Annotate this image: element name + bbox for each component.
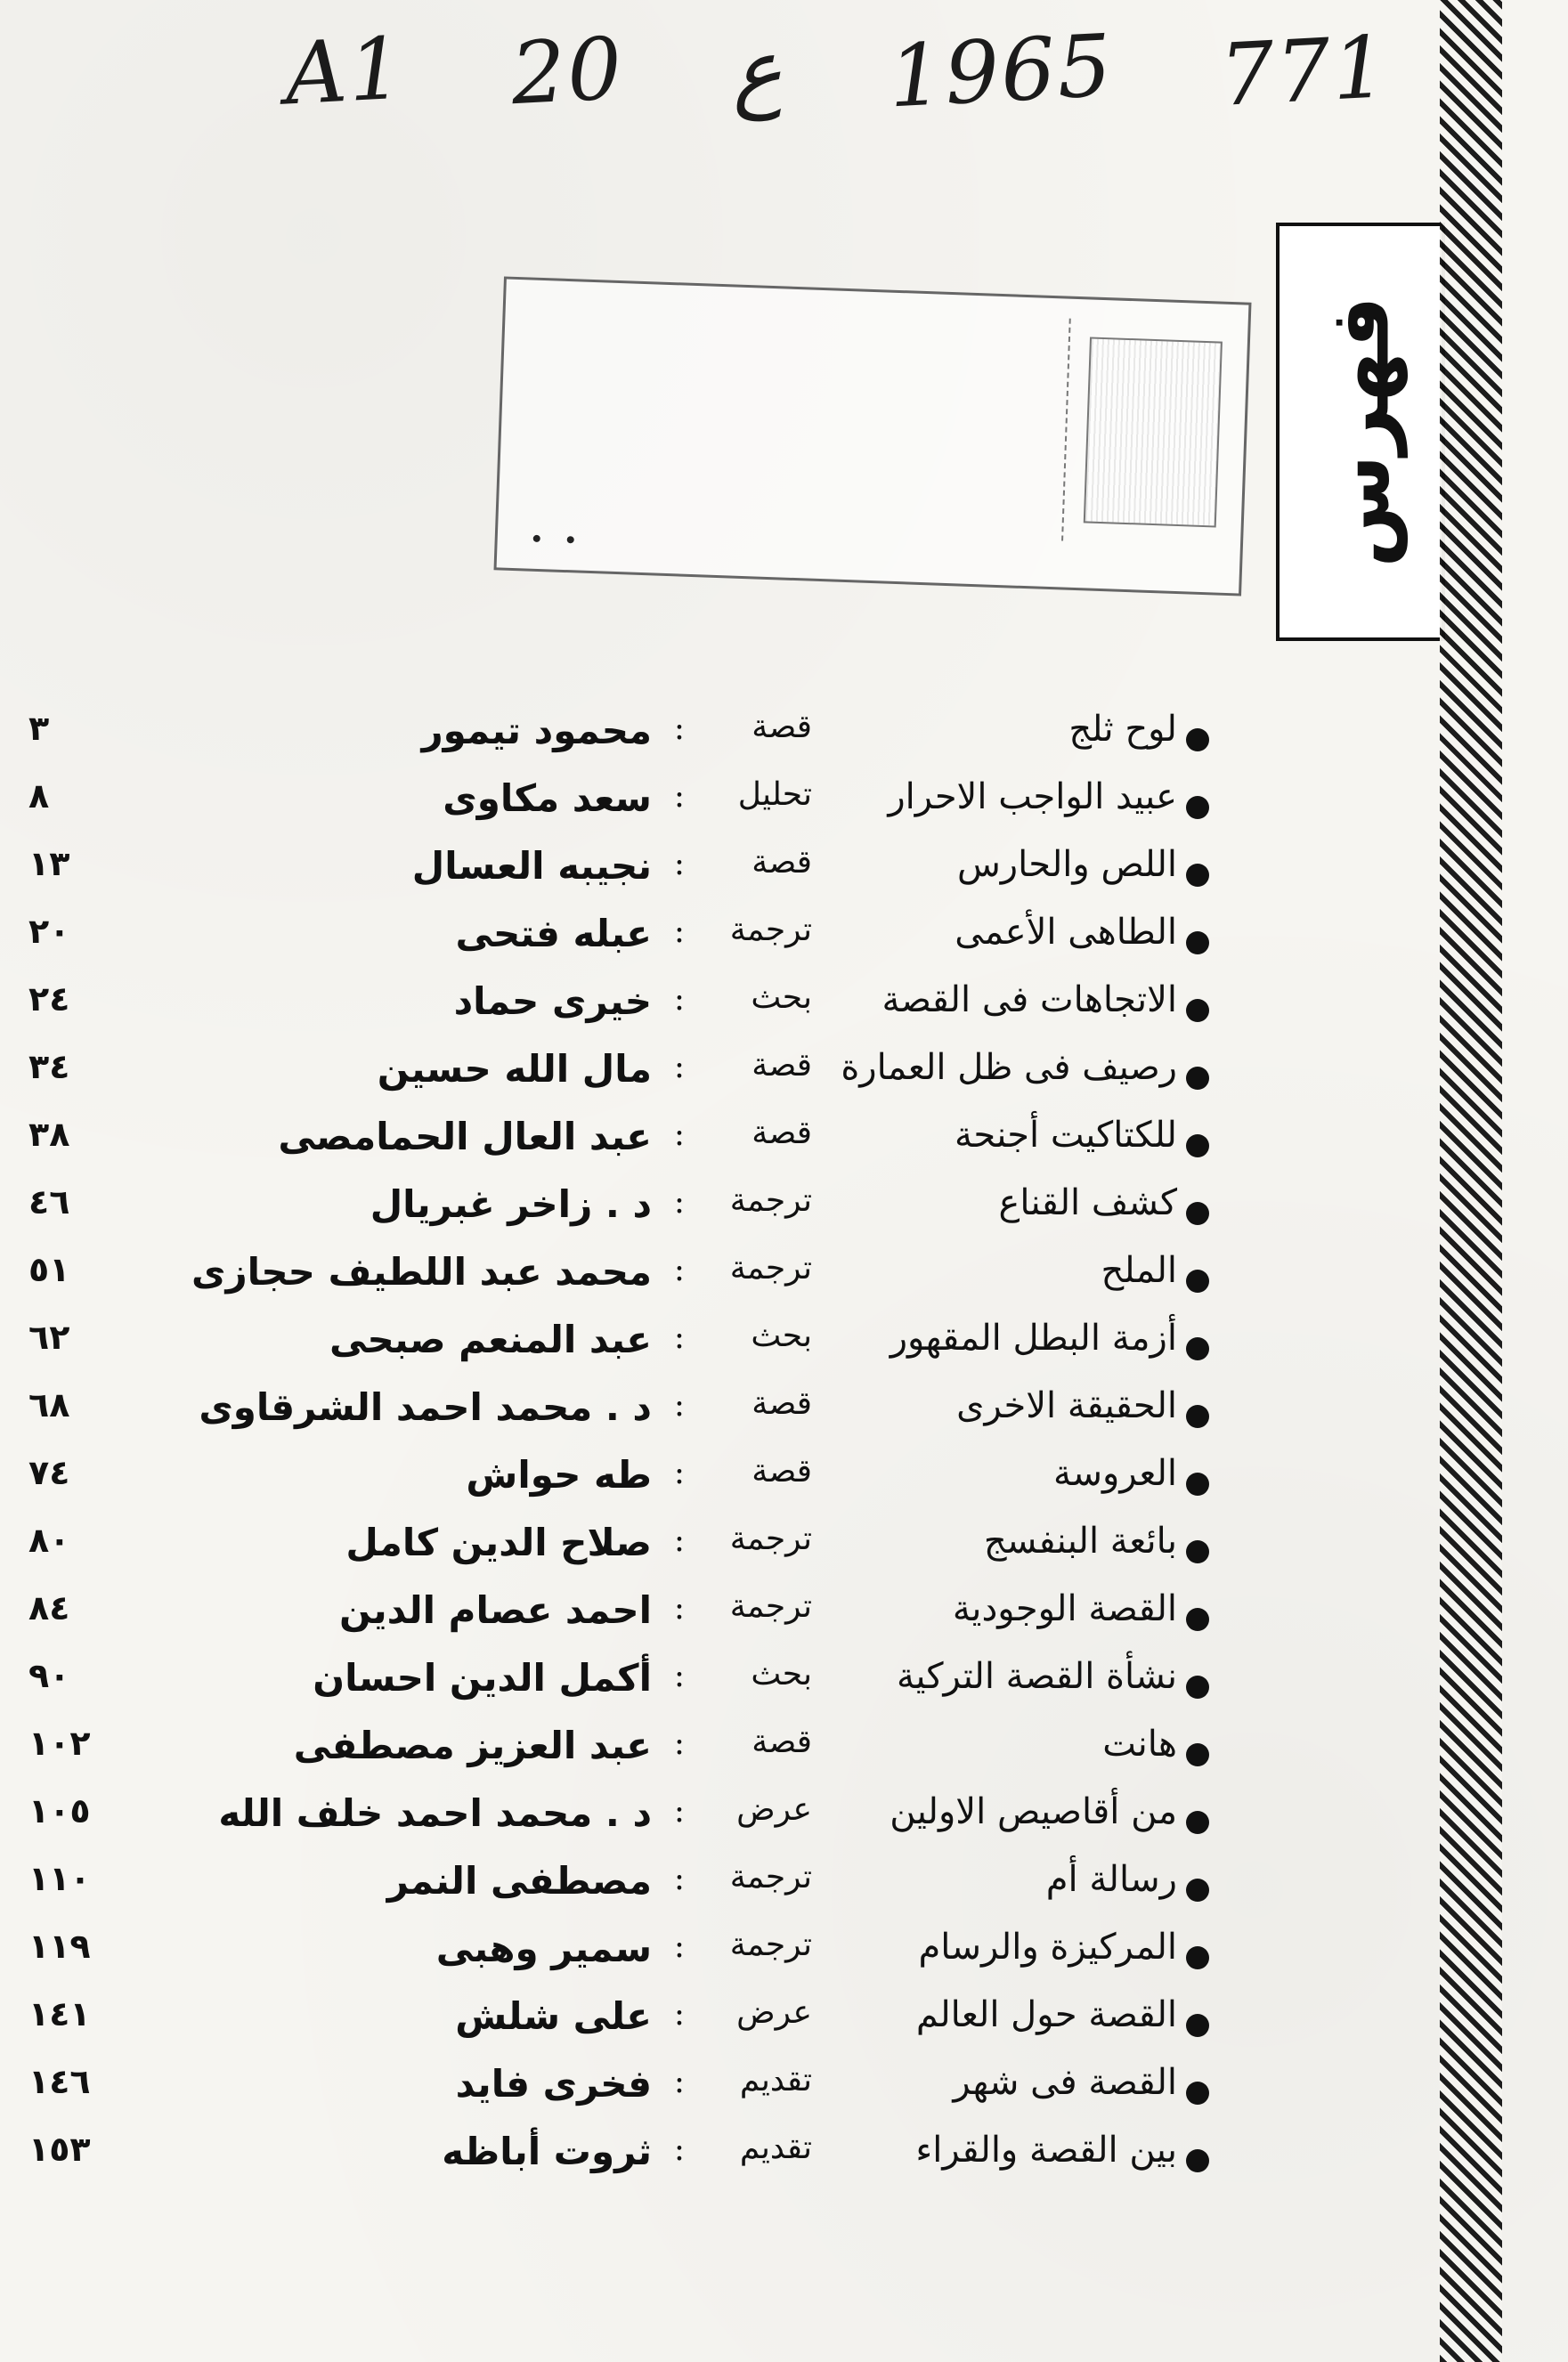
entry-title: كشف القناع [998,1182,1177,1223]
stamp-dots [533,535,574,544]
bullet-icon [1186,728,1209,751]
entry-separator: : [673,1049,686,1085]
table-row [28,1651,1208,1718]
page-title: فهرس [1312,296,1408,568]
header-note-part-3: ع [727,20,784,123]
entry-title: الملح [1101,1250,1177,1291]
entry-author: عبله فتحى [455,912,652,955]
table-row [28,1583,1208,1651]
entry-separator: : [673,2131,686,2168]
table-row [28,703,1208,771]
entry-author: مال الله حسين [377,1047,652,1091]
table-row [28,1786,1208,1854]
header-note-part-2: 20 [508,18,627,125]
entry-separator: : [673,1319,686,1356]
table-row [28,1109,1208,1177]
entry-separator: : [673,710,686,747]
handwritten-header [282,15,1392,127]
entry-separator: : [673,1252,686,1288]
header-note-part-1: A1 [282,18,408,125]
entry-page: ٨٤ [28,1588,70,1627]
bullet-icon [1186,1540,1209,1563]
entry-page: ٢٤ [28,979,70,1019]
bullet-icon [1186,796,1209,819]
table-row [28,2057,1208,2124]
bullet-icon [1186,931,1209,954]
bullet-icon [1186,1608,1209,1631]
entry-author: سعد مكاوى [443,776,652,820]
entry-title: أزمة البطل المقهور [890,1318,1177,1359]
table-row [28,1515,1208,1583]
entry-page: ٥١ [28,1250,70,1289]
entry-page: ٦٨ [28,1385,70,1425]
bullet-icon [1186,1811,1209,1834]
entry-page: ١٠٥ [28,1791,91,1830]
entry-title: القصة فى شهر [953,2062,1177,2103]
entry-type: ترجمة [729,1250,812,1287]
entry-separator: : [673,913,686,950]
entry-page: ١١٩ [28,1927,91,1966]
entry-separator: : [673,1658,686,1694]
entry-title: رسالة أم [1045,1859,1177,1900]
entry-title: هانت [1102,1724,1177,1765]
entry-page: ١٠٢ [28,1724,91,1763]
table-row [28,2124,1208,2192]
entry-author: مصطفى النمر [386,1859,652,1903]
entry-type: عرض [736,1994,812,2031]
table-row [28,1312,1208,1380]
entry-separator: : [673,981,686,1018]
entry-title: المركيزة والرسام [918,1927,1177,1968]
entry-author: عبد العال الحمامصى [278,1115,652,1158]
entry-separator: : [673,1184,686,1221]
table-row [28,1177,1208,1245]
entry-page: ٩٠ [28,1656,70,1695]
entry-author: نجيبه العسال [411,844,652,888]
entry-author: عبد العزيز مصطفى [293,1724,652,1767]
stamp-image-box [1084,337,1223,527]
table-row [28,839,1208,906]
entry-separator: : [673,1387,686,1424]
entry-page: ٣٨ [28,1115,70,1154]
entry-page: ٢٠ [28,912,70,951]
entry-page: ٧٤ [28,1453,70,1492]
entry-type: قصة [752,1047,812,1084]
table-row [28,1921,1208,1989]
entry-page: ١٤٦ [28,2062,91,2101]
entry-title: للكتاكيت أجنحة [954,1115,1177,1156]
header-note-part-5: 771 [1217,17,1392,126]
table-row [28,1718,1208,1786]
table-row [28,1448,1208,1515]
bullet-icon [1186,1879,1209,1902]
bullet-icon [1186,2082,1209,2105]
entry-title: لوح ثلج [1068,709,1177,750]
entry-type: قصة [752,1453,812,1489]
entry-page: ١٥٣ [28,2130,91,2169]
library-stamp [493,276,1251,596]
entry-title: نشأة القصة التركية [896,1656,1177,1697]
entry-page: ٦٢ [28,1318,70,1357]
entry-separator: : [673,1928,686,1965]
entry-type: بحث [751,979,812,1016]
header-note-part-4: 1965 [886,15,1116,127]
entry-title: بين القصة والقراء [915,2130,1177,2171]
entry-author: خيرى حماد [453,979,652,1023]
entry-type: بحث [751,1318,812,1354]
entry-type: ترجمة [729,1927,812,1963]
entry-author: ثروت أباظه [442,2130,652,2173]
stamp-line-1 [528,299,1069,318]
entry-title: رصيف فى ظل العمارة [841,1047,1177,1088]
entry-page: ٣٤ [28,1047,70,1086]
entry-separator: : [673,1590,686,1627]
stamp-line-3 [528,312,1069,330]
stamp-line-5 [528,312,1069,330]
entry-title: من أقاصيص الاولين [890,1791,1177,1832]
entry-page: ٨٠ [28,1521,70,1560]
entry-author: د . زاخر غبريال [370,1182,652,1226]
entry-separator: : [673,846,686,882]
decorative-side-strip [1440,0,1502,2362]
bullet-icon [1186,1067,1209,1090]
stamp-dot-2 [567,536,574,543]
entry-title: الحقيقة الاخرى [956,1385,1177,1426]
entry-page: ٣ [28,709,50,748]
bullet-icon [1186,1202,1209,1225]
stamp-line-2 [528,312,1069,330]
entry-separator: : [673,1725,686,1762]
entry-author: محمد عبد اللطيف حجازى [191,1250,652,1294]
entry-title: العروسة [1053,1453,1177,1494]
entry-type: بحث [751,1656,812,1692]
entry-separator: : [673,1793,686,1830]
entry-type: ترجمة [729,1182,812,1219]
entry-author: أكمل الدين احسان [313,1656,652,1700]
entry-page: ٨ [28,776,50,816]
stamp-line-4 [528,312,1069,330]
table-row [28,974,1208,1042]
entry-type: تقديم [739,2062,812,2098]
bullet-icon [1186,1473,1209,1496]
entry-title: اللص والحارس [956,844,1177,885]
entry-title: عبيد الواجب الاحرار [888,776,1177,817]
entry-type: قصة [752,1385,812,1422]
entry-page: ١٤١ [28,1994,91,2033]
bullet-icon [1186,1946,1209,1969]
entry-separator: : [673,778,686,815]
entry-page: ٤٦ [28,1182,70,1222]
bullet-icon [1186,2149,1209,2172]
entry-author: د . محمد احمد الشرقاوى [199,1385,652,1429]
entry-author: صلاح الدين كامل [345,1521,652,1564]
entry-author: على شلش [455,1994,652,2038]
entry-author: طه حواش [466,1453,652,1497]
entry-title: القصة حول العالم [915,1994,1177,2035]
entry-type: ترجمة [729,1859,812,1895]
entry-separator: : [673,1116,686,1153]
entry-separator: : [673,2064,686,2100]
entry-page: ١١٠ [28,1859,91,1898]
entry-separator: : [673,1455,686,1491]
entry-separator: : [673,1861,686,1897]
bullet-icon [1186,1676,1209,1699]
entry-author: فخرى فايد [455,2062,652,2106]
entry-author: سمير وهبى [435,1927,652,1970]
bullet-icon [1186,999,1209,1022]
entry-page: ١٣ [28,844,70,883]
entry-type: قصة [752,1115,812,1151]
entry-type: قصة [752,844,812,881]
entry-author: محمود تيمور [421,709,652,752]
entry-type: عرض [736,1791,812,1828]
entry-type: ترجمة [729,912,812,948]
entry-type: ترجمة [729,1588,812,1625]
bullet-icon [1186,1134,1209,1157]
table-row [28,1854,1208,1921]
entry-title: الاتجاهات فى القصة [881,979,1177,1020]
stamp-dot-1 [533,535,540,542]
entry-type: قصة [752,709,812,745]
entry-title: القصة الوجودية [952,1588,1177,1629]
bullet-icon [1186,2014,1209,2037]
bullet-icon [1186,864,1209,887]
entry-author: احمد عصام الدين [339,1588,652,1632]
entry-title: بائعة البنفسج [983,1521,1177,1562]
bullet-icon [1186,1337,1209,1360]
bullet-icon [1186,1743,1209,1766]
table-row [28,1989,1208,2057]
bullet-icon [1186,1405,1209,1428]
stamp-text-area [520,299,1070,540]
entry-author: عبد المنعم صبحى [329,1318,652,1361]
bullet-icon [1186,1270,1209,1293]
entry-type: تقديم [739,2130,812,2166]
entry-separator: : [673,1522,686,1559]
entry-separator: : [673,1996,686,2033]
table-row [28,1380,1208,1448]
entry-type: قصة [752,1724,812,1760]
title-box [1276,223,1445,641]
entry-type: تحليل [737,776,812,813]
entry-author: د . محمد احمد خلف الله [218,1791,652,1835]
entry-title: الطاهى الأعمى [955,912,1177,953]
table-of-contents [28,703,1208,2192]
table-row [28,1245,1208,1312]
table-row [28,771,1208,839]
table-row [28,1042,1208,1109]
entry-type: ترجمة [729,1521,812,1557]
table-row [28,906,1208,974]
